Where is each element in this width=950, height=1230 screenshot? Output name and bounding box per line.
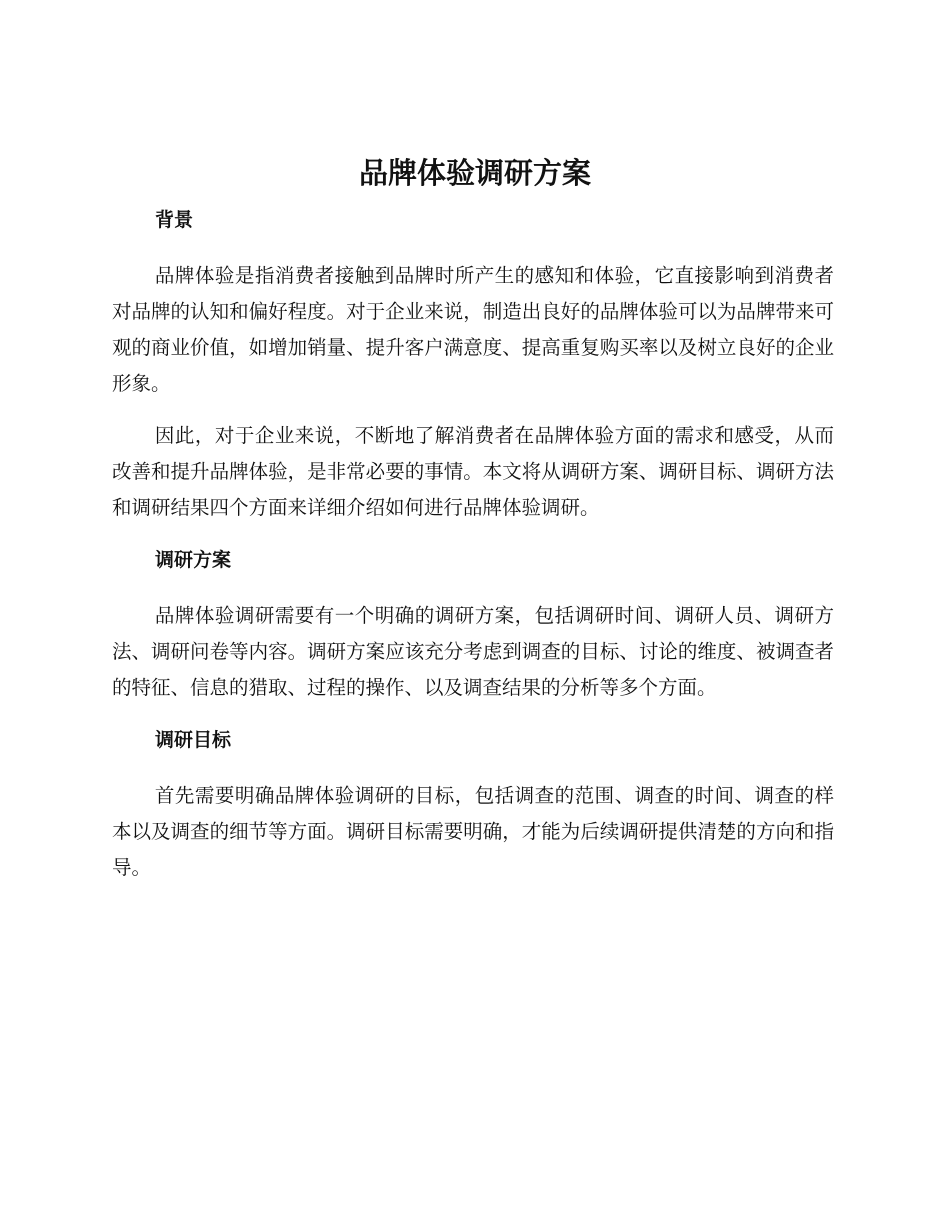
section-heading: 调研方案 <box>155 549 232 571</box>
document-title: 品牌体验调研方案 <box>358 156 591 190</box>
paragraph: 首先需要明确品牌体验调研的目标，包括调查的范围、调查的时间、调查的样本以及调查的细节等方面。调研目标需要明确，才能为后续调研提供清楚的方向和指导。 <box>112 784 834 879</box>
section-background <box>112 200 834 526</box>
paragraph: 品牌体验是指消费者接触到品牌时所产生的感知和体验，它直接影响到消费者对品牌的认知和偏好程度。对于企业来说，制造出良好的品牌体验可以为品牌带来可观的商业价值，如增加销量、提升客户满意度、提高重复购买率以及树立良好的企业形象。 <box>112 264 834 395</box>
document-body <box>112 200 834 886</box>
paragraph: 品牌体验调研需要有一个明确的调研方案，包括调研时间、调研人员、调研方法、调研问卷等内容。调研方案应该充分考虑到调查的目标、讨论的维度、被调查者的特征、信息的猎取、过程的操作、以及调查结果的分析等多个方面。 <box>112 604 834 699</box>
paragraph: 因此，对于企业来说，不断地了解消费者在品牌体验方面的需求和感受，从而改善和提升品牌体验，是非常必要的事情。本文将从调研方案、调研目标、调研方法和调研结果四个方面来详细介绍如何进行品牌体验调研。 <box>112 424 834 519</box>
section-research-plan <box>112 540 834 706</box>
section-research-goals <box>112 720 834 886</box>
section-heading: 调研目标 <box>155 729 232 751</box>
section-heading: 背景 <box>155 209 194 231</box>
